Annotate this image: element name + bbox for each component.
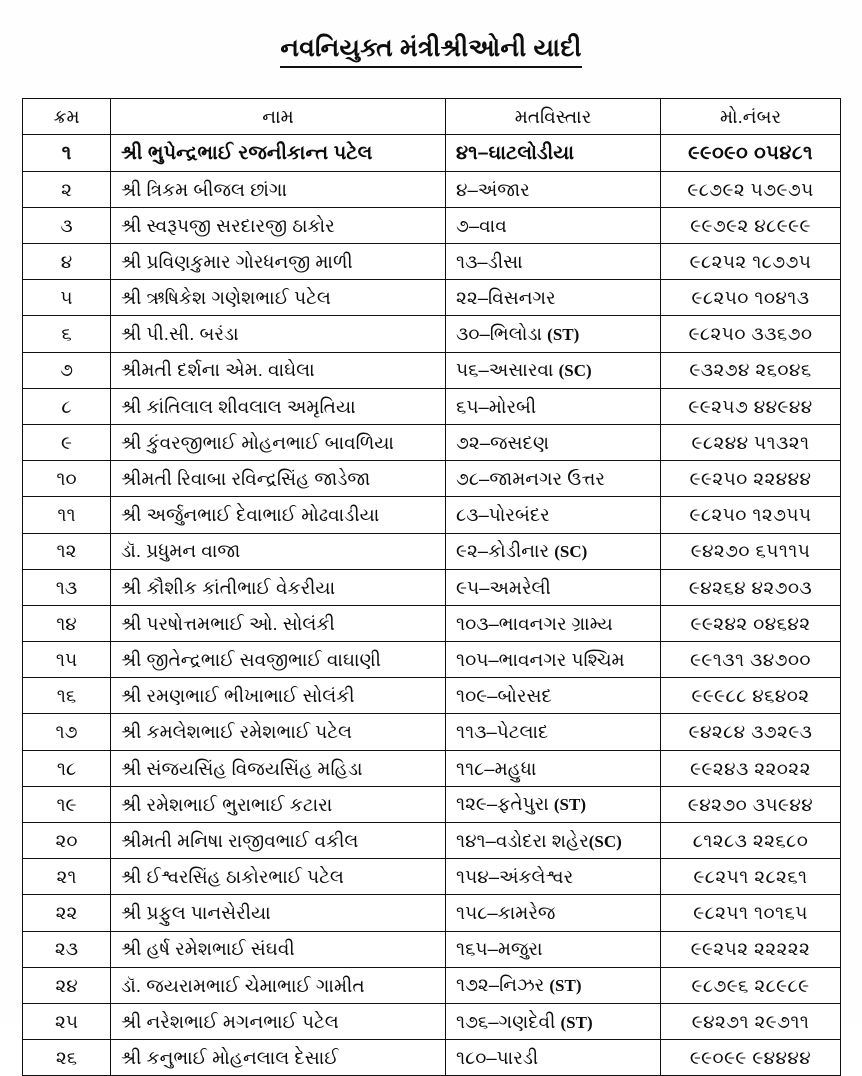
table-row <box>23 352 841 388</box>
cell-mobile-number: ૯૯૨૫૭ ૪૪૯૪૪ <box>661 388 841 424</box>
cell-mobile-number: ૯૮૨૪૪ ૫૧૩૨૧ <box>661 424 841 460</box>
table-row <box>23 642 841 678</box>
cell-minister-name: શ્રી કૌશીક કાંતીભાઈ વેકરીયા <box>111 569 446 605</box>
cell-mobile-number: ૯૩૨૭૪ ૨૬૦૪૬ <box>661 352 841 388</box>
cell-serial: ૧૮ <box>23 750 111 786</box>
cell-constituency: ૧૦૯–બોરસદ <box>446 678 661 714</box>
page-title: નવનિયુક્ત મંત્રીશ્રીઓની યાદી <box>280 34 581 68</box>
cell-minister-name: શ્રી ત્રિકમ બીજલ છાંગા <box>111 171 446 207</box>
cell-minister-name: શ્રી સંજયસિંહ વિજયસિંહ મહિડા <box>111 750 446 786</box>
column-header-name: નામ <box>111 99 446 135</box>
ministers-table <box>22 98 841 1076</box>
cell-minister-name: શ્રી હર્ષ રમેશભાઈ સંઘવી <box>111 931 446 967</box>
reservation-tag: (ST) <box>553 795 587 815</box>
cell-constituency: ૧૧૮–મહુધા <box>446 750 661 786</box>
cell-serial: ૧૩ <box>23 569 111 605</box>
cell-mobile-number: ૯૮૨૫૧ ૧૦૧૬૫ <box>661 895 841 931</box>
cell-minister-name: શ્રી જીતેન્દ્રભાઈ સવજીભાઈ વાઘાણી <box>111 642 446 678</box>
cell-serial: ૧૨ <box>23 533 111 569</box>
table-header <box>23 99 841 135</box>
cell-mobile-number: ૯૪૨૭૦ ૬૫૧૧૫ <box>661 533 841 569</box>
cell-constituency: ૧૦૫–ભાવનગર પશ્ચિમ <box>446 642 661 678</box>
table-row <box>23 244 841 280</box>
cell-constituency: ૮૩–પોરબંદર <box>446 497 661 533</box>
table-header-row <box>23 99 841 135</box>
cell-minister-name: શ્રી કમલેશભાઈ રમેશભાઈ પટેલ <box>111 714 446 750</box>
cell-constituency: ૯૨–કોડીનાર (SC) <box>446 533 661 569</box>
cell-serial: ૩ <box>23 207 111 243</box>
cell-constituency: ૧૭૨–નિઝર (ST) <box>446 967 661 1003</box>
table-row <box>23 931 841 967</box>
cell-mobile-number: ૯૮૭૯૬ ૨૮૯૮૯ <box>661 967 841 1003</box>
table-row <box>23 859 841 895</box>
cell-serial: ૨૨ <box>23 895 111 931</box>
cell-constituency: ૬૫–મોરબી <box>446 388 661 424</box>
cell-constituency: ૧૦૩–ભાવનગર ગ્રામ્ય <box>446 605 661 641</box>
cell-minister-name: શ્રી કનુભાઈ મોહનલાલ દેસાઈ <box>111 1040 446 1076</box>
cell-minister-name: ડૉ. જયરામભાઈ ચેમાભાઈ ગામીત <box>111 967 446 1003</box>
reservation-tag: (SC) <box>558 361 592 381</box>
table-row <box>23 1040 841 1076</box>
column-header-mobile: મો.નંબર <box>661 99 841 135</box>
cell-minister-name: શ્રી પી.સી. બરંડા <box>111 316 446 352</box>
cell-serial: ૧૭ <box>23 714 111 750</box>
cell-mobile-number: ૯૮૨૫૦ ૧૨૭૫૫ <box>661 497 841 533</box>
cell-serial: ૧૦ <box>23 461 111 497</box>
cell-minister-name: શ્રીમતી રિવાબા રવિન્દ્રસિંહ જાડેજા <box>111 461 446 497</box>
cell-serial: ૨૫ <box>23 1003 111 1039</box>
cell-constituency: ૪–અંજાર <box>446 171 661 207</box>
table-row <box>23 497 841 533</box>
cell-serial: ૬ <box>23 316 111 352</box>
table-row <box>23 750 841 786</box>
reservation-tag: (ST) <box>547 325 580 345</box>
reservation-tag: (SC) <box>554 542 588 562</box>
cell-minister-name: શ્રીમતી મનિષા રાજીવભાઈ વકીલ <box>111 823 446 859</box>
cell-mobile-number: ૯૮૭૯૨ ૫૭૯૭૫ <box>661 171 841 207</box>
cell-serial: ૮ <box>23 388 111 424</box>
cell-mobile-number: ૯૪૨૭૧ ૨૯૭૧૧ <box>661 1003 841 1039</box>
cell-minister-name: શ્રી ઋષિકેશ ગણેશભાઈ પટેલ <box>111 280 446 316</box>
table-row <box>23 171 841 207</box>
cell-minister-name: શ્રીમતી દર્શના એમ. વાઘેલા <box>111 352 446 388</box>
cell-serial: ૨૬ <box>23 1040 111 1076</box>
cell-serial: ૨૩ <box>23 931 111 967</box>
column-header-serial: ક્રમ <box>23 99 111 135</box>
cell-constituency: ૧૪૧–વડોદરા શહેર(SC) <box>446 823 661 859</box>
table-row <box>23 569 841 605</box>
cell-mobile-number: ૯૯૧૩૧ ૩૪૭૦૦ <box>661 642 841 678</box>
cell-minister-name: શ્રી અર્જુનભાઈ દેવાભાઈ મોઢવાડીયા <box>111 497 446 533</box>
cell-mobile-number: ૯૯૨૫૦ ૨૨૪૪૪ <box>661 461 841 497</box>
cell-constituency: ૧૫૪–અંકલેશ્વર <box>446 859 661 895</box>
cell-constituency: ૧૫૮–કામરેજ <box>446 895 661 931</box>
cell-constituency: ૪૧–ઘાટલોડીયા <box>446 135 661 171</box>
cell-mobile-number: ૯૯૯૮૮ ૪૬૪૦૨ <box>661 678 841 714</box>
cell-minister-name: શ્રી પ્રવિણકુમાર ગોરધનજી માળી <box>111 244 446 280</box>
table-row <box>23 533 841 569</box>
table-row <box>23 967 841 1003</box>
cell-serial: ૧૧ <box>23 497 111 533</box>
cell-serial: ૧૯ <box>23 786 111 822</box>
table-row <box>23 207 841 243</box>
cell-serial: ૭ <box>23 352 111 388</box>
cell-mobile-number: ૮૧૨૮૩ ૨૨૬૮૦ <box>661 823 841 859</box>
cell-constituency: ૧૨૯–ફતેપુરા (ST) <box>446 786 661 822</box>
cell-mobile-number: ૯૯૨૪૩ ૨૨૦૨૨ <box>661 750 841 786</box>
cell-mobile-number: ૯૮૨૫૦ ૩૩૬૭૦ <box>661 316 841 352</box>
table-row <box>23 786 841 822</box>
cell-serial: ૧૫ <box>23 642 111 678</box>
cell-constituency: ૯૫–અમરેલી <box>446 569 661 605</box>
table-row <box>23 461 841 497</box>
cell-mobile-number: ૯૯૦૯૯ ૯૪૪૪૪ <box>661 1040 841 1076</box>
cell-constituency: ૭૨–જસદણ <box>446 424 661 460</box>
cell-serial: ૪ <box>23 244 111 280</box>
cell-serial: ૨૧ <box>23 859 111 895</box>
cell-minister-name: ડૉ. પ્રધુમન વાજા <box>111 533 446 569</box>
title-container <box>0 0 862 92</box>
table-row <box>23 1003 841 1039</box>
cell-minister-name: શ્રી નરેશભાઈ મગનભાઈ પટેલ <box>111 1003 446 1039</box>
cell-minister-name: શ્રી કાંતિલાલ શીવલાલ અમૃતિયા <box>111 388 446 424</box>
column-header-constituency: મતવિસ્તાર <box>446 99 661 135</box>
cell-constituency: ૧૩–ડીસા <box>446 244 661 280</box>
reservation-tag: (ST) <box>549 976 582 996</box>
cell-constituency: ૨૨–વિસનગર <box>446 280 661 316</box>
cell-mobile-number: ૯૯૦૯૦ ૦૫૪૮૧ <box>661 135 841 171</box>
cell-serial: ૧૪ <box>23 605 111 641</box>
cell-minister-name: શ્રી રમણભાઈ ભીખાભાઈ સોલંકી <box>111 678 446 714</box>
cell-constituency: ૫૬–અસારવા (SC) <box>446 352 661 388</box>
cell-mobile-number: ૯૮૨૫૦ ૧૦૪૧૩ <box>661 280 841 316</box>
cell-constituency: ૧૧૩–પેટલાદ <box>446 714 661 750</box>
cell-constituency: ૭૮–જામનગર ઉત્તર <box>446 461 661 497</box>
cell-constituency: ૧૬૫–મજુરા <box>446 931 661 967</box>
table-row <box>23 424 841 460</box>
table-row <box>23 135 841 171</box>
table-row <box>23 714 841 750</box>
cell-serial: ૨ <box>23 171 111 207</box>
cell-minister-name: શ્રી સ્વરૂપજી સરદારજી ઠાકોર <box>111 207 446 243</box>
cell-mobile-number: ૯૪૨૬૪ ૪૨૭૦૩ <box>661 569 841 605</box>
cell-mobile-number: ૯૯૨૫૨ ૨૨૨૨૨ <box>661 931 841 967</box>
cell-mobile-number: ૯૮૨૫૨ ૧૮૭૭૫ <box>661 244 841 280</box>
table-row <box>23 823 841 859</box>
ministers-table-container <box>22 98 840 1076</box>
cell-constituency: ૩૦–ભિલોડા (ST) <box>446 316 661 352</box>
cell-serial: ૧ <box>23 135 111 171</box>
cell-mobile-number: ૯૪૨૭૦ ૩૫૯૪૪ <box>661 786 841 822</box>
table-row <box>23 316 841 352</box>
cell-minister-name: શ્રી કુંવરજીભાઈ મોહનભાઈ બાવળિયા <box>111 424 446 460</box>
cell-constituency: ૭–વાવ <box>446 207 661 243</box>
cell-serial: ૯ <box>23 424 111 460</box>
cell-minister-name: શ્રી પ્રફુલ પાનસેરીયા <box>111 895 446 931</box>
table-body <box>23 135 841 1076</box>
cell-minister-name: શ્રી ભુપેન્દ્રભાઈ રજનીકાન્ત પટેલ <box>111 135 446 171</box>
table-row <box>23 678 841 714</box>
cell-constituency: ૧૭૬–ગણદેવી (ST) <box>446 1003 661 1039</box>
table-row <box>23 605 841 641</box>
cell-serial: ૨૦ <box>23 823 111 859</box>
table-row <box>23 280 841 316</box>
cell-serial: ૧૬ <box>23 678 111 714</box>
reservation-tag: (ST) <box>560 1012 593 1032</box>
cell-mobile-number: ૯૪૨૮૪ ૩૭૨૯૩ <box>661 714 841 750</box>
cell-serial: ૨૪ <box>23 967 111 1003</box>
reservation-tag: (SC) <box>588 831 622 851</box>
cell-mobile-number: ૯૯૨૪૨ ૦૪૬૪૨ <box>661 605 841 641</box>
cell-serial: ૫ <box>23 280 111 316</box>
table-row <box>23 388 841 424</box>
cell-minister-name: શ્રી ઈશ્વરસિંહ ઠાકોરભાઈ પટેલ <box>111 859 446 895</box>
table-row <box>23 895 841 931</box>
cell-mobile-number: ૯૯૭૯૨ ૪૮૯૯૯ <box>661 207 841 243</box>
cell-minister-name: શ્રી રમેશભાઈ ભુરાભાઈ કટારા <box>111 786 446 822</box>
cell-minister-name: શ્રી પરષોત્તમભાઈ ઓ. સોલંકી <box>111 605 446 641</box>
cell-constituency: ૧૮૦–પારડી <box>446 1040 661 1076</box>
cell-mobile-number: ૯૮૨૫૧ ૨૮૨૬૧ <box>661 859 841 895</box>
